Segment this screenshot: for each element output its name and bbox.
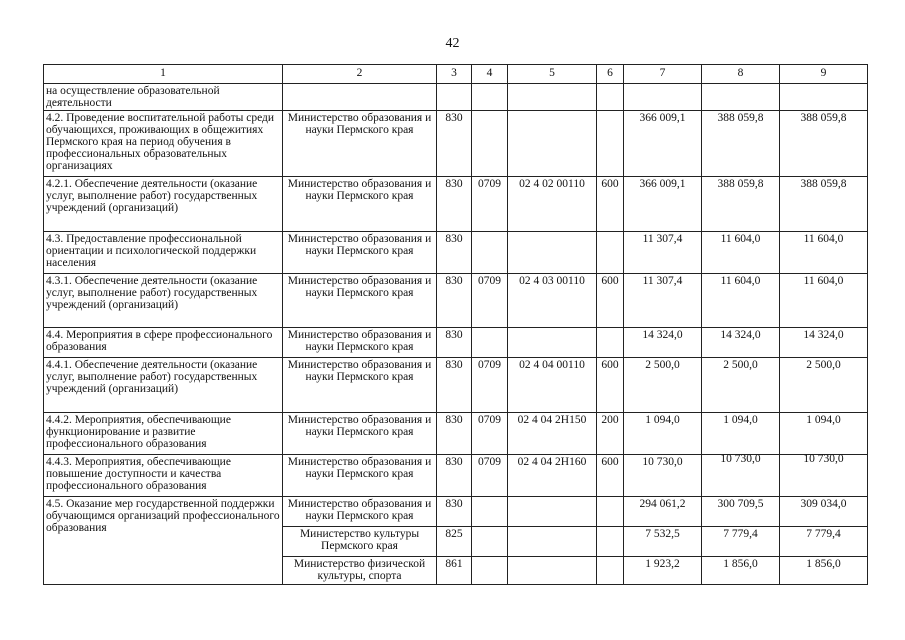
ministry-cell	[283, 84, 437, 111]
expense-type-cell	[597, 557, 624, 585]
expense-type-cell: 600	[597, 358, 624, 413]
section-cell	[472, 111, 508, 177]
ministry-cell: Министерство культуры Пермского края	[283, 527, 437, 557]
table-row	[44, 84, 868, 111]
amount-cell: 11 604,0	[780, 274, 868, 328]
amount-cell	[780, 84, 868, 111]
amount-cell: 366 009,1	[624, 177, 702, 232]
column-header: 2	[283, 65, 437, 84]
amount-cell: 1 094,0	[702, 413, 780, 455]
code-cell: 830	[437, 328, 472, 358]
expense-type-cell	[597, 111, 624, 177]
amount-cell: 2 500,0	[624, 358, 702, 413]
amount-cell	[702, 84, 780, 111]
expense-type-cell	[597, 328, 624, 358]
expense-type-cell: 600	[597, 274, 624, 328]
expense-type-cell	[597, 497, 624, 527]
program-item-name: 4.3.1. Обеспечение деятельности (оказание услуг, выполнение работ) государственных учреждений (организаций)	[44, 274, 283, 328]
amount-cell	[702, 455, 780, 497]
section-cell: 0709	[472, 177, 508, 232]
target-article-cell	[508, 232, 597, 274]
table-row	[44, 177, 868, 232]
target-article-cell: 02 4 04 00110	[508, 358, 597, 413]
section-cell: 0709	[472, 274, 508, 328]
column-header: 9	[780, 65, 868, 84]
target-article-cell	[508, 557, 597, 585]
program-item-name: 4.2. Проведение воспитательной работы среди обучающихся, проживающих в общежитиях Пермского края на период обучения в профессиональных образовательных организациях	[44, 111, 283, 177]
target-article-cell	[508, 111, 597, 177]
amount-cell: 309 034,0	[780, 497, 868, 527]
section-cell	[472, 232, 508, 274]
column-header: 7	[624, 65, 702, 84]
ministry-cell: Министерство образования и науки Пермского края	[283, 497, 437, 527]
expense-type-cell: 600	[597, 177, 624, 232]
column-header: 1	[44, 65, 283, 84]
section-cell: 0709	[472, 455, 508, 497]
code-cell: 861	[437, 557, 472, 585]
amount-cell: 11 604,0	[702, 232, 780, 274]
ministry-cell: Министерство образования и науки Пермского края	[283, 274, 437, 328]
amount-cell: 1 094,0	[780, 413, 868, 455]
program-item-name: 4.4.1. Обеспечение деятельности (оказание услуг, выполнение работ) государственных учреждений (организаций)	[44, 358, 283, 413]
program-item-name: на осуществление образовательной деятельности	[44, 84, 283, 111]
code-cell: 830	[437, 232, 472, 274]
target-article-cell	[508, 328, 597, 358]
amount-cell	[624, 84, 702, 111]
column-number-row	[44, 65, 868, 84]
amount-cell: 300 709,5	[702, 497, 780, 527]
amount-cell: 1 094,0	[624, 413, 702, 455]
amount-cell: 1 923,2	[624, 557, 702, 585]
amount-value: 10 730,0	[720, 453, 761, 465]
target-article-cell: 02 4 04 2Н160	[508, 455, 597, 497]
ministry-cell: Министерство образования и науки Пермского края	[283, 328, 437, 358]
section-cell	[472, 497, 508, 527]
expense-type-cell	[597, 232, 624, 274]
program-item-name: 4.4.3. Мероприятия, обеспечивающие повышение доступности и качества профессионального образования	[44, 455, 283, 497]
section-cell	[472, 328, 508, 358]
ministry-cell: Министерство образования и науки Пермского края	[283, 111, 437, 177]
table-row	[44, 455, 868, 497]
amount-cell: 14 324,0	[780, 328, 868, 358]
code-cell: 830	[437, 358, 472, 413]
amount-cell: 11 604,0	[702, 274, 780, 328]
amount-cell: 11 307,4	[624, 232, 702, 274]
column-header: 4	[472, 65, 508, 84]
amount-cell: 10 730,0	[624, 455, 702, 497]
ministry-cell: Министерство образования и науки Пермского края	[283, 232, 437, 274]
code-cell: 825	[437, 527, 472, 557]
target-article-cell	[508, 527, 597, 557]
expense-type-cell: 600	[597, 455, 624, 497]
amount-cell: 2 500,0	[702, 358, 780, 413]
amount-cell: 7 532,5	[624, 527, 702, 557]
amount-cell: 7 779,4	[780, 527, 868, 557]
amount-value: 10 730,0	[803, 453, 844, 465]
table-row	[44, 328, 868, 358]
amount-cell: 294 061,2	[624, 497, 702, 527]
ministry-cell: Министерство образования и науки Пермского края	[283, 358, 437, 413]
code-cell: 830	[437, 111, 472, 177]
table-row	[44, 413, 868, 455]
table-row	[44, 358, 868, 413]
column-header: 6	[597, 65, 624, 84]
target-article-cell	[508, 497, 597, 527]
expense-type-cell	[597, 527, 624, 557]
program-item-name: 4.5. Оказание мер государственной поддержки обучающимся организаций профессионального образования	[44, 497, 283, 585]
column-header: 8	[702, 65, 780, 84]
target-article-cell: 02 4 03 00110	[508, 274, 597, 328]
code-cell: 830	[437, 274, 472, 328]
amount-cell: 388 059,8	[780, 177, 868, 232]
amount-cell: 7 779,4	[702, 527, 780, 557]
target-article-cell	[508, 84, 597, 111]
amount-cell: 388 059,8	[702, 177, 780, 232]
code-cell: 830	[437, 497, 472, 527]
section-cell	[472, 84, 508, 111]
program-item-name: 4.4.2. Мероприятия, обеспечивающие функционирование и развитие профессионального образования	[44, 413, 283, 455]
amount-cell: 1 856,0	[780, 557, 868, 585]
amount-cell: 1 856,0	[702, 557, 780, 585]
budget-table	[43, 64, 868, 585]
table-row	[44, 274, 868, 328]
section-cell	[472, 557, 508, 585]
amount-cell: 14 324,0	[624, 328, 702, 358]
code-cell: 830	[437, 455, 472, 497]
amount-cell: 2 500,0	[780, 358, 868, 413]
section-cell: 0709	[472, 413, 508, 455]
code-cell: 830	[437, 413, 472, 455]
program-item-name: 4.2.1. Обеспечение деятельности (оказание услуг, выполнение работ) государственных учреждений (организаций)	[44, 177, 283, 232]
amount-cell: 366 009,1	[624, 111, 702, 177]
amount-cell: 11 307,4	[624, 274, 702, 328]
table-row	[44, 111, 868, 177]
page-number: 42	[445, 36, 460, 51]
expense-type-cell: 200	[597, 413, 624, 455]
column-header: 3	[437, 65, 472, 84]
ministry-cell: Министерство образования и науки Пермского края	[283, 413, 437, 455]
code-cell	[437, 84, 472, 111]
table-row	[44, 232, 868, 274]
program-item-name: 4.4. Мероприятия в сфере профессионального образования	[44, 328, 283, 358]
amount-cell: 388 059,8	[702, 111, 780, 177]
amount-cell: 14 324,0	[702, 328, 780, 358]
amount-cell: 11 604,0	[780, 232, 868, 274]
code-cell: 830	[437, 177, 472, 232]
amount-cell	[780, 455, 868, 497]
ministry-cell: Министерство образования и науки Пермского края	[283, 455, 437, 497]
section-cell	[472, 527, 508, 557]
target-article-cell: 02 4 02 00110	[508, 177, 597, 232]
ministry-cell: Министерство образования и науки Пермского края	[283, 177, 437, 232]
amount-cell: 388 059,8	[780, 111, 868, 177]
expense-type-cell	[597, 84, 624, 111]
program-item-name: 4.3. Предоставление профессиональной ориентации и психологической поддержки населения	[44, 232, 283, 274]
ministry-cell: Министерство физической культуры, спорта	[283, 557, 437, 585]
section-cell: 0709	[472, 358, 508, 413]
column-header: 5	[508, 65, 597, 84]
table-row	[44, 497, 868, 527]
target-article-cell: 02 4 04 2Н150	[508, 413, 597, 455]
